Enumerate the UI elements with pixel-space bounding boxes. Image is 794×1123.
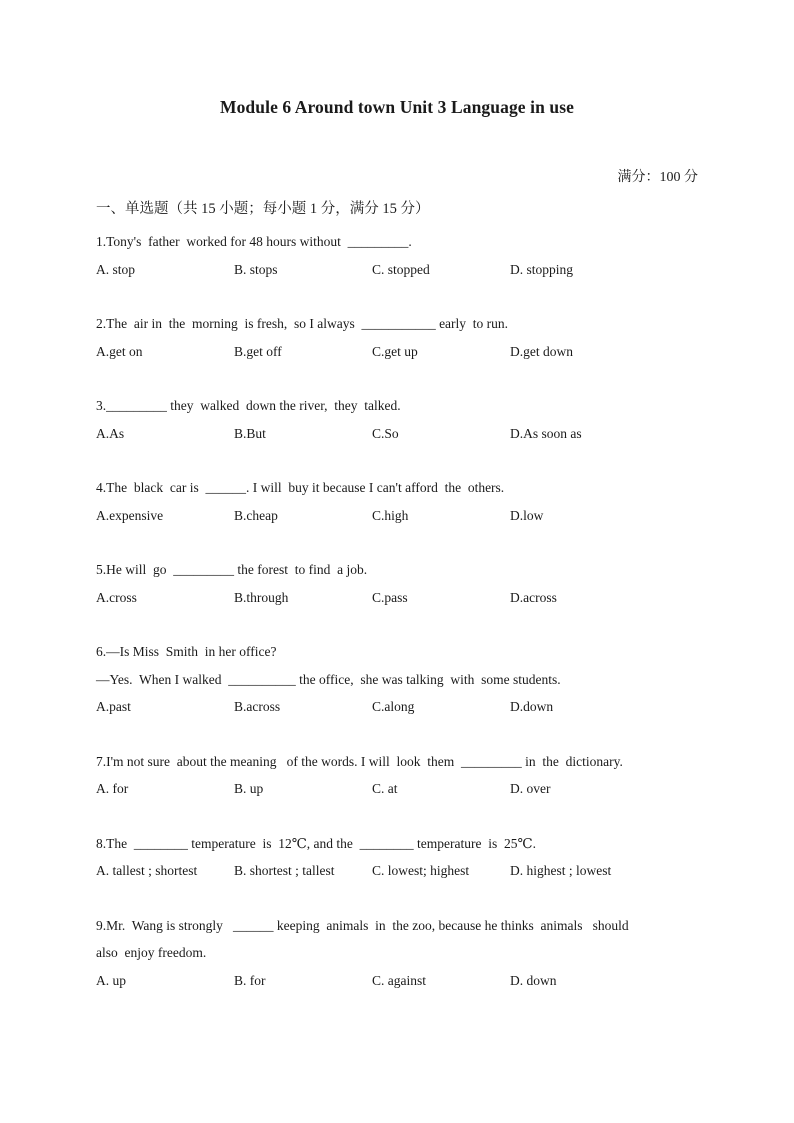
question-item (96, 228, 696, 283)
question-item (96, 556, 696, 611)
answer-option-d[interactable]: D.get down (510, 343, 573, 359)
answer-option-a[interactable]: A. up (96, 972, 126, 988)
answer-option-d[interactable]: D.down (510, 699, 554, 714)
answer-option-b[interactable]: B.cheap (234, 507, 278, 523)
answer-option-d[interactable]: D. over (510, 781, 551, 796)
option-row (96, 338, 696, 366)
answer-option-b[interactable]: B.across (234, 699, 281, 714)
question-item (96, 310, 696, 365)
question-stem: also enjoy freedom. (96, 945, 207, 960)
question-item (96, 748, 696, 803)
question-stem: —Yes. When I walked __________ the office, she was talking with some students. (96, 671, 561, 687)
answer-option-b[interactable]: B. up (234, 781, 264, 796)
answer-option-a[interactable]: A. stop (96, 261, 136, 277)
answer-option-a[interactable]: A. for (96, 781, 129, 796)
section-heading: 一、单选题（共 15 小题；每小题 1 分，满分 15 分） (96, 201, 430, 217)
answer-option-a[interactable]: A.As (96, 425, 125, 441)
answer-option-a[interactable]: A.expensive (96, 507, 164, 523)
answer-option-d[interactable]: D.across (510, 589, 557, 605)
answer-option-b[interactable]: B. for (234, 972, 266, 988)
option-row (96, 967, 696, 995)
question-stem: 8.The ________ temperature is 12℃, and the ________ temperature is 25℃. (96, 835, 536, 851)
option-row (96, 256, 696, 284)
option-row (96, 420, 696, 448)
answer-option-b[interactable]: B.But (234, 425, 266, 441)
answer-option-d[interactable]: D. highest ; lowest (510, 863, 612, 878)
full-score-label: 满分：100 分 (617, 170, 698, 185)
question-stem: 6.—Is Miss Smith in her office? (96, 644, 277, 659)
answer-option-c[interactable]: C. at (372, 781, 398, 796)
answer-option-c[interactable]: C.So (372, 425, 399, 441)
answer-option-d[interactable]: D.As soon as (510, 425, 582, 441)
question-stem: 5.He will go _________ the forest to find a job. (96, 562, 368, 577)
answer-option-b[interactable]: B.get off (234, 343, 282, 359)
answer-option-c[interactable]: C.get up (372, 343, 418, 359)
answer-option-a[interactable]: A.past (96, 699, 131, 714)
answer-option-a[interactable]: A. tallest ; shortest (96, 863, 198, 878)
question-item (96, 474, 696, 529)
question-stem: 3._________ they walked down the river, they talked. (96, 398, 401, 413)
answer-option-b[interactable]: B. stops (234, 261, 278, 277)
answer-option-c[interactable]: C. lowest; highest (372, 863, 470, 878)
answer-option-b[interactable]: B.through (234, 589, 289, 605)
question-stem: 7.I'm not sure about the meaning of the words. I will look them _________ in the dictionary. (96, 753, 623, 769)
answer-option-c[interactable]: C. against (372, 972, 426, 988)
answer-option-c[interactable]: C.pass (372, 589, 408, 605)
question-stem: 4.The black car is ______. I will buy it because I can't afford the others. (96, 480, 505, 495)
question-item (96, 912, 696, 995)
page-title: Module 6 Around town Unit 3 Language in use (219, 97, 575, 117)
question-stem: 2.The air in the morning is fresh, so I always ___________ early to run. (96, 316, 509, 331)
answer-option-d[interactable]: D.low (510, 507, 544, 523)
option-row (96, 857, 696, 885)
question-stem: 1.Tony's father worked for 48 hours without _________. (96, 234, 412, 249)
answer-option-a[interactable]: A.cross (96, 589, 137, 605)
answer-option-a[interactable]: A.get on (96, 343, 143, 359)
answer-option-d[interactable]: D. down (510, 972, 557, 988)
option-row (96, 584, 696, 612)
question-item (96, 392, 696, 447)
answer-option-c[interactable]: C.high (372, 507, 409, 523)
answer-option-b[interactable]: B. shortest ; tallest (234, 863, 335, 878)
question-item (96, 830, 696, 885)
option-row (96, 502, 696, 530)
option-row (96, 775, 696, 803)
question-stem: 9.Mr. Wang is strongly ______ keeping animals in the zoo, because he thinks animals should (96, 917, 629, 933)
answer-option-c[interactable]: C.along (372, 699, 415, 714)
question-list (96, 228, 696, 1021)
answer-option-c[interactable]: C. stopped (372, 261, 430, 277)
answer-option-d[interactable]: D. stopping (510, 261, 574, 277)
option-row (96, 693, 696, 721)
question-item (96, 638, 696, 721)
